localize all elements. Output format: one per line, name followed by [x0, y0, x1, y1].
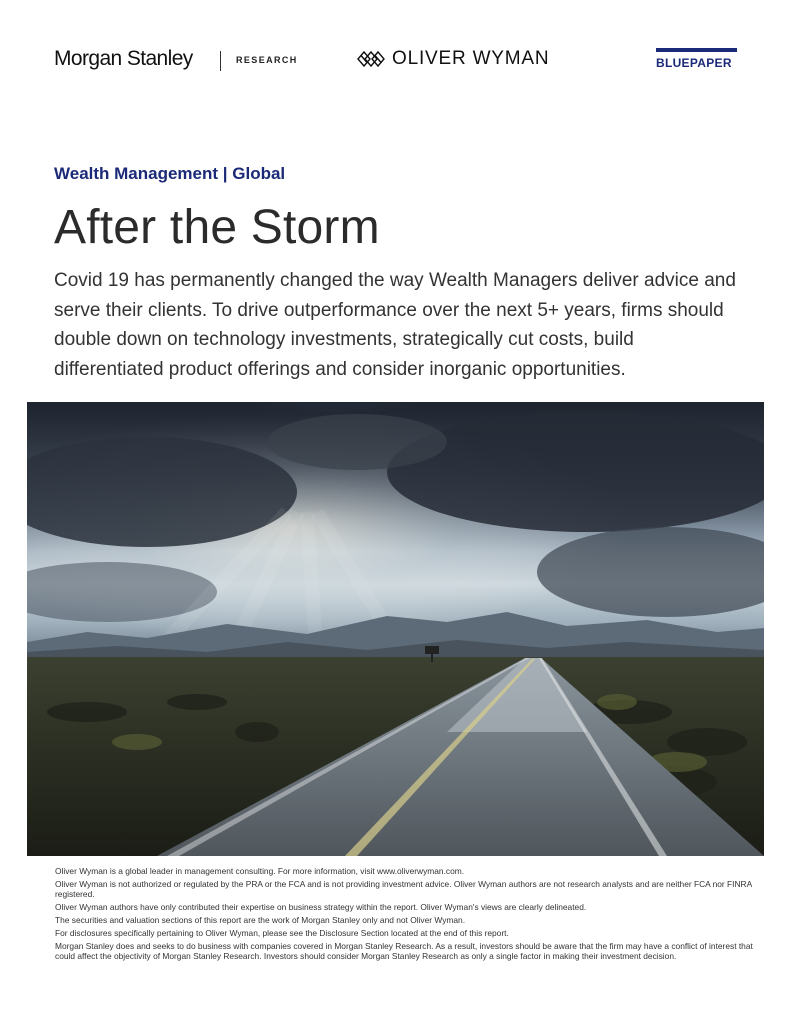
- section-label: Wealth Management | Global: [54, 164, 286, 183]
- oliver-wyman-wordmark: OLIVER WYMAN: [392, 48, 550, 69]
- cover-photo-illustration: [27, 402, 764, 856]
- disclaimer-line: The securities and valuation sections of this report are the work of Morgan Stanley only and not Oliver Wyman.: [55, 914, 466, 925]
- disclaimer-line: For disclosures specifically pertaining to Oliver Wyman, please see the Disclosure Section located at the end of this report.: [55, 927, 509, 938]
- disclaimer-line: Oliver Wyman is not authorized or regulated by the PRA or the FCA and is not providing investment advice. Oliver Wyman authors are not research analysts and are neither FCA nor FINRA registered.: [55, 878, 752, 900]
- disclaimer-line: Morgan Stanley does and seeks to do business with companies covered in Morgan Stanley Research. As a result, investors should be aware that the firm may have a conflict of interest that could affect the objectivity of Morgan Stanley Research. Investors should consider Morgan Stanley Research as only a single factor in making their investment decision.: [55, 940, 753, 962]
- oliver-wyman-logo: [356, 48, 549, 70]
- disclaimer-line: Oliver Wyman authors have only contributed their expertise on business strategy within the report. Oliver Wyman's views are clearly delineated.: [55, 902, 587, 913]
- research-label: RESEARCH: [236, 55, 298, 65]
- morgan-stanley-logo: Morgan Stanley: [54, 47, 193, 70]
- page-subtitle: Covid 19 has permanently changed the way Wealth Managers deliver advice and serve their clients. To drive outperformance over the next 5+ years, firms should double down on technology investments, strategically cut costs, build differentiated product offerings and consider inorganic opportunities.: [54, 270, 736, 380]
- cover-photo-storm-road: [27, 402, 764, 856]
- logo-divider: [220, 51, 221, 71]
- bluepaper-label: BLUEPAPER: [656, 56, 732, 70]
- disclaimers: [55, 866, 755, 964]
- page-header: [0, 0, 791, 100]
- page-title: After the Storm: [54, 201, 380, 254]
- oliver-wyman-mark-icon: [356, 49, 386, 69]
- bluepaper-bar: [656, 48, 737, 52]
- bluepaper-badge: [656, 48, 737, 70]
- disclaimer-line: Oliver Wyman is a global leader in management consulting. For more information, visit www.oliverwyman.com.: [55, 866, 465, 876]
